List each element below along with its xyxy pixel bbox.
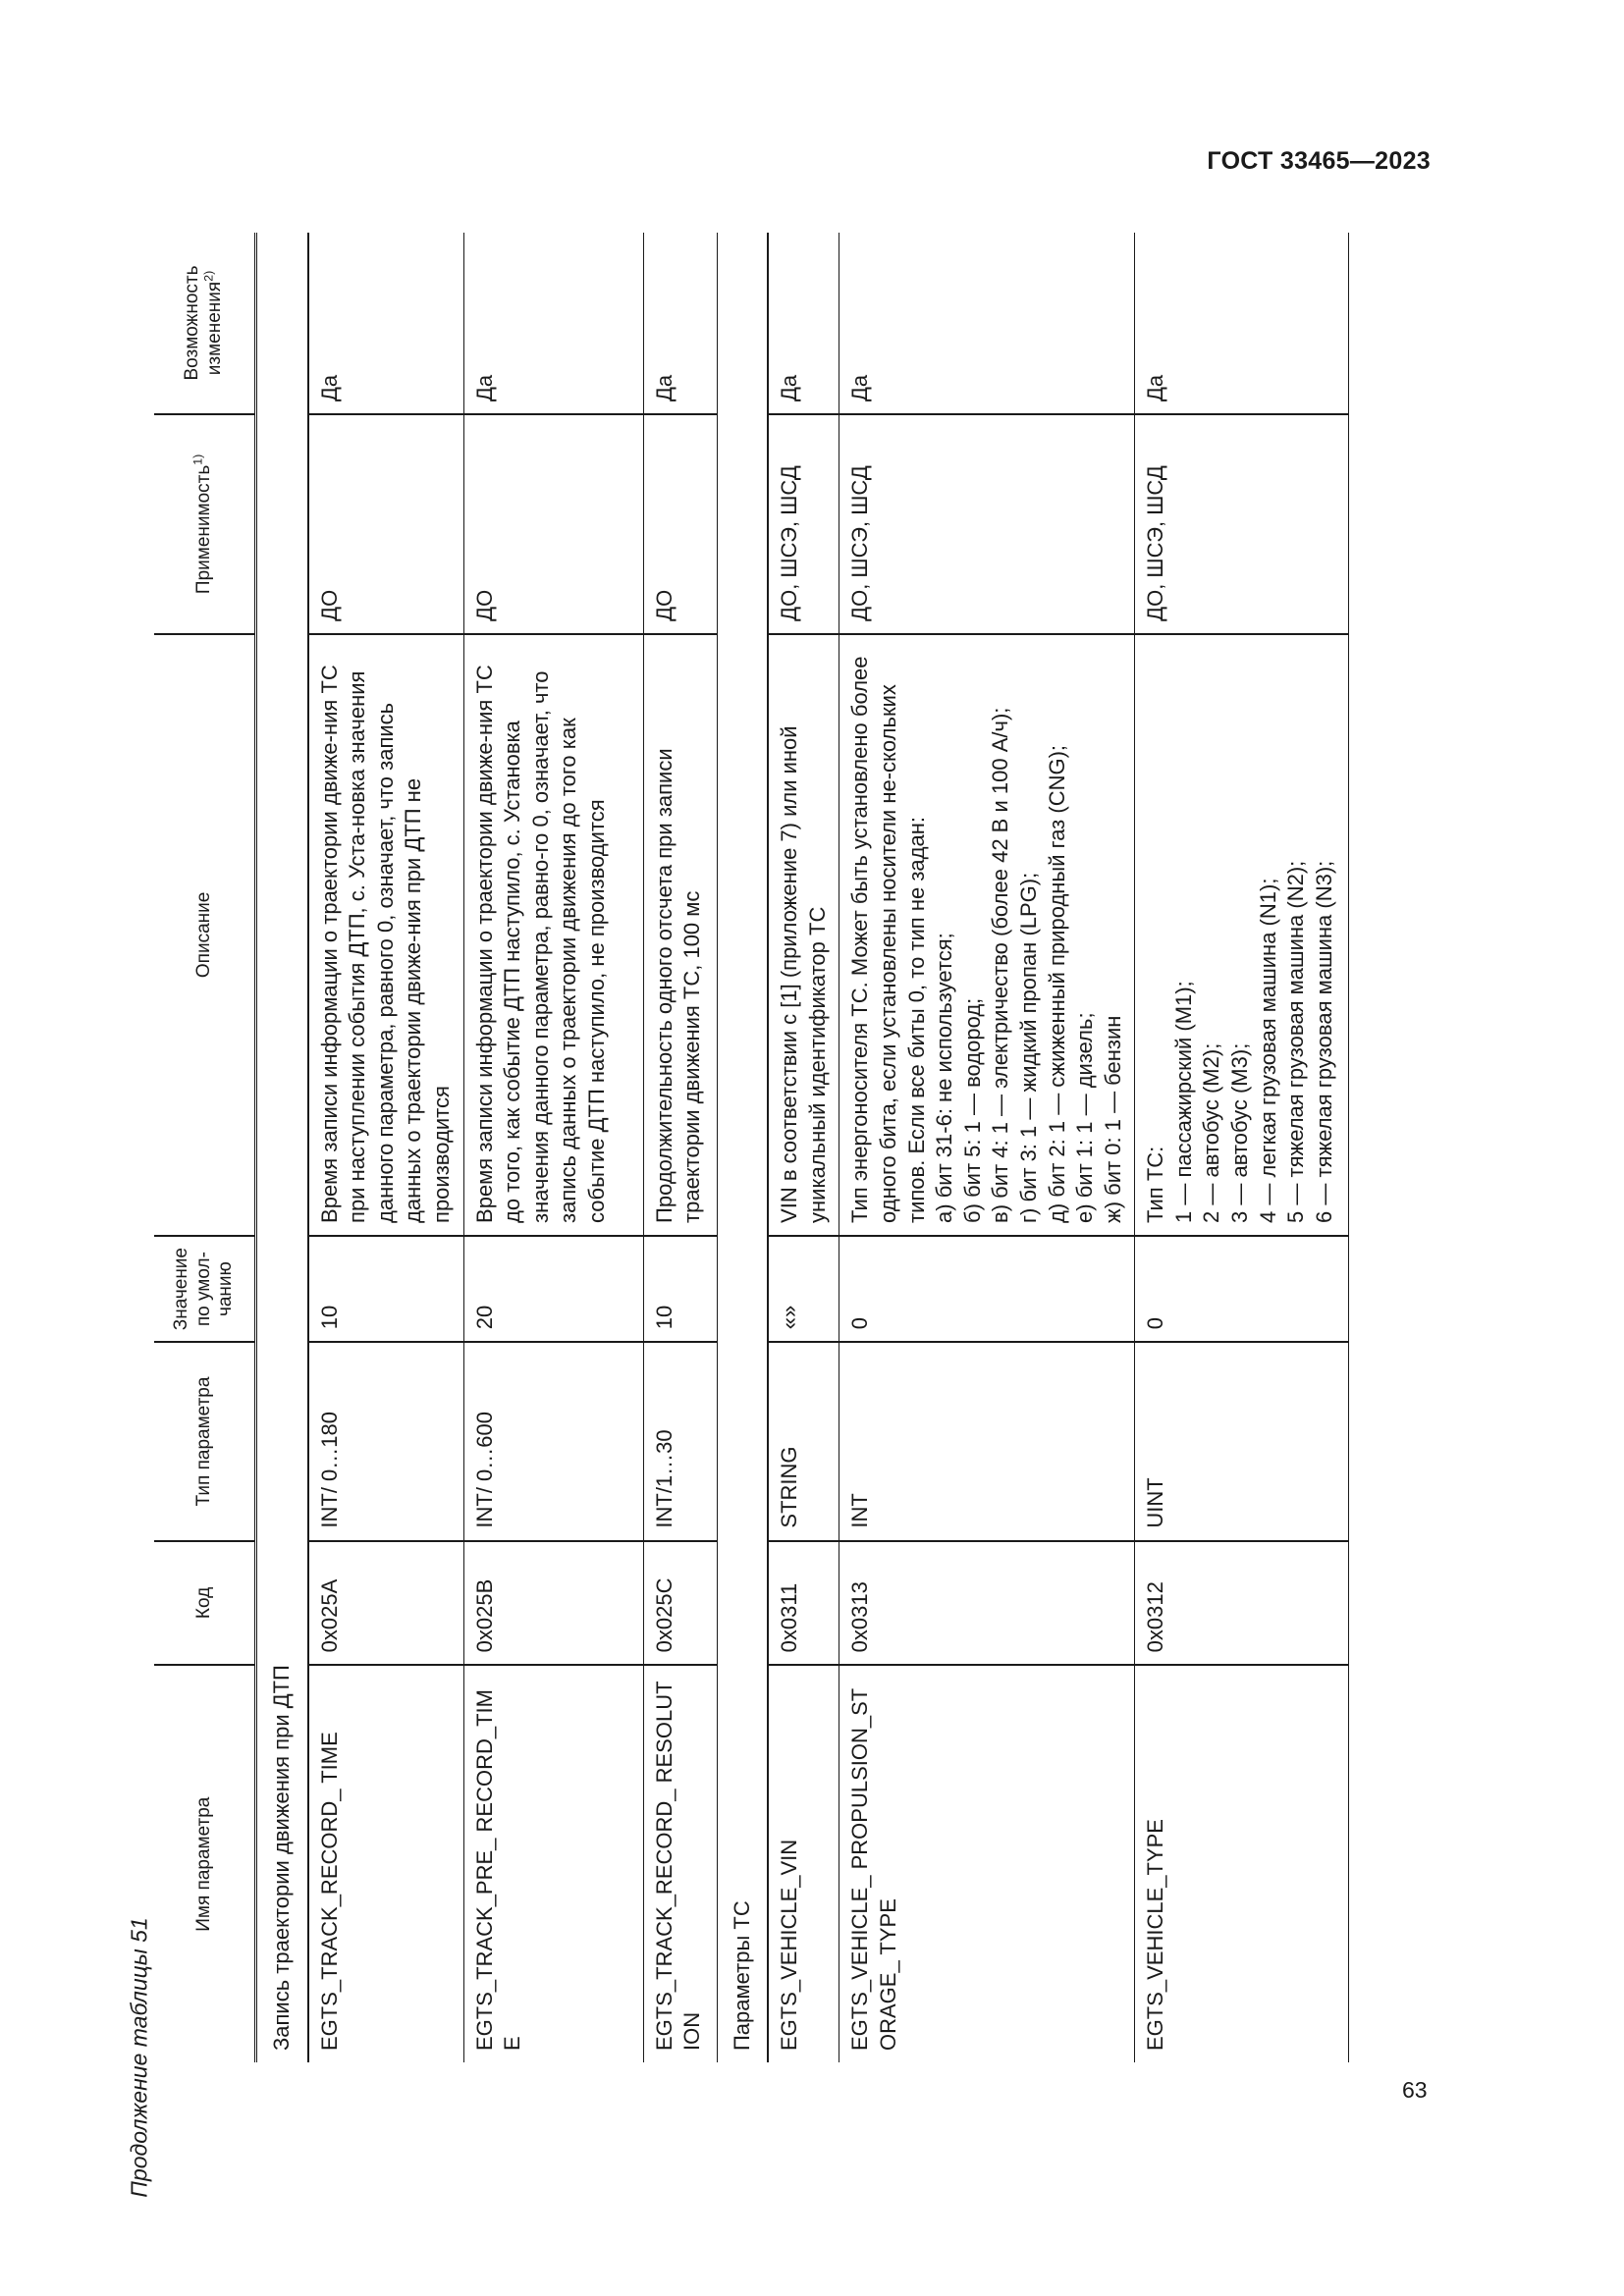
table-row <box>308 233 463 2062</box>
description-line: VIN в соответствии с [1] (приложение 7) или иной уникальный идентификатор ТС <box>777 725 830 1223</box>
param-applicability-cell: ДО <box>463 414 643 634</box>
description-line: е) бит 1: 1 — дизель; <box>1072 1012 1098 1223</box>
footnote-1-marker: 1) <box>190 454 205 465</box>
param-name-cell: EGTS_VEHICLE_TYPE <box>1135 1665 1349 2062</box>
param-name-cell: EGTS_VEHICLE_ PROPULSION_STORAGE_ TYPE <box>839 1665 1135 2062</box>
header-changeable <box>154 233 256 414</box>
param-name-cell: EGTS_TRACK_PRE_ RECORD_TIME <box>463 1665 643 2062</box>
param-applicability-cell: ДО, ШСЭ, ШСД <box>768 414 839 634</box>
header-name: Имя параметра <box>154 1665 256 2062</box>
param-name-cell: EGTS_TRACK_RECORD_ TIME <box>308 1665 463 2062</box>
group-row <box>717 233 768 2062</box>
param-applicability-cell: ДО <box>308 414 463 634</box>
param-type-cell: UINT <box>1135 1342 1349 1540</box>
description-line: 4 — легкая грузовая машина (N1); <box>1255 878 1280 1223</box>
footnote-2-marker: 2) <box>201 270 216 282</box>
header-code: Код <box>154 1541 256 1666</box>
param-changeable-cell: Да <box>308 233 463 414</box>
table-row <box>643 233 717 2062</box>
param-description-cell <box>839 634 1135 1236</box>
description-line: Продолжительность одного отсчета при записи траектории движения ТС, 100 мс <box>651 748 705 1223</box>
group-title: Параметры ТС <box>717 233 768 2062</box>
param-default-cell: 10 <box>643 1236 717 1342</box>
param-type-cell: INT/1…30 <box>643 1342 717 1540</box>
description-line: ж) бит 0: 1 — бензин <box>1100 1015 1125 1223</box>
param-code-cell: 0x025B <box>463 1541 643 1666</box>
param-type-cell: INT <box>839 1342 1135 1540</box>
table-row <box>768 233 839 2062</box>
param-applicability-cell: ДО <box>643 414 717 634</box>
description-line: б) бит 5: 1 — водород; <box>959 997 985 1223</box>
header-type: Тип параметра <box>154 1342 256 1540</box>
page-number: 63 <box>1402 2077 1428 2103</box>
param-name-cell: EGTS_TRACK_RECORD_ RESOLUTION <box>643 1665 717 2062</box>
table-row <box>839 233 1135 2062</box>
description-line: г) бит 3: 1 — жидкий пропан (LPG); <box>1015 872 1041 1223</box>
param-description-cell <box>768 634 839 1236</box>
description-line: Время записи информации о траектории движе-ния ТС до того, как событие ДТП наступило, с. Установка значения данного параметра, равно-го 0, означает, что запись данных о траектории движения до того как событие ДТП наступило, не производится <box>471 665 609 1223</box>
param-default-cell: 10 <box>308 1236 463 1342</box>
param-code-cell: 0x025A <box>308 1541 463 1666</box>
header-applicability-text: Применимость <box>192 464 214 595</box>
param-type-cell: INT/ 0…180 <box>308 1342 463 1540</box>
description-line: Тип энергоносителя ТС. Может быть установлено более одного бита, если установлены носители не-скольких типов. Если все биты 0, то тип не задан: <box>847 656 929 1223</box>
param-code-cell: 0x025C <box>643 1541 717 1666</box>
param-code-cell: 0x0313 <box>839 1541 1135 1666</box>
group-row <box>256 233 308 2062</box>
table-caption: Продолжение таблицы 51 <box>126 1917 152 2198</box>
parameters-table-rotated <box>154 233 1411 2062</box>
param-changeable-cell: Да <box>768 233 839 414</box>
param-description-cell <box>1135 634 1349 1236</box>
param-changeable-cell: Да <box>463 233 643 414</box>
param-default-cell: 0 <box>839 1236 1135 1342</box>
param-applicability-cell: ДО, ШСЭ, ШСД <box>1135 414 1349 634</box>
table-body <box>256 233 1349 2062</box>
header-applicability <box>154 414 256 634</box>
param-description-cell <box>308 634 463 1236</box>
param-code-cell: 0x0312 <box>1135 1541 1349 1666</box>
description-line: д) бит 2: 1 — сжиженный природный газ (CNG); <box>1044 744 1069 1223</box>
header-default: Значение по умол-чанию <box>154 1236 256 1342</box>
description-line: 1 — пассажирский (М1); <box>1170 981 1196 1223</box>
param-default-cell: 20 <box>463 1236 643 1342</box>
param-changeable-cell: Да <box>1135 233 1349 414</box>
description-line: Тип ТС: <box>1143 1146 1168 1223</box>
table-row <box>1135 233 1349 2062</box>
parameters-table <box>154 233 1349 2062</box>
param-default-cell: «» <box>768 1236 839 1342</box>
description-line: 3 — автобус (М3); <box>1227 1042 1253 1223</box>
param-changeable-cell: Да <box>643 233 717 414</box>
param-code-cell: 0x0311 <box>768 1541 839 1666</box>
table-header-row <box>154 233 256 2062</box>
param-description-cell <box>643 634 717 1236</box>
param-name-cell: EGTS_VEHICLE_VIN <box>768 1665 839 2062</box>
description-line: а) бит 31-6: не используется; <box>932 933 957 1223</box>
standard-code: ГОСТ 33465—2023 <box>1207 147 1431 175</box>
description-line: 6 — тяжелая грузовая машина (N3); <box>1311 860 1336 1223</box>
table-row <box>463 233 643 2062</box>
description-line: 2 — автобус (М2); <box>1199 1042 1224 1223</box>
param-type-cell: INT/ 0…600 <box>463 1342 643 1540</box>
param-default-cell: 0 <box>1135 1236 1349 1342</box>
description-line: в) бит 4: 1 — электричество (более 42 В и 100 А/ч); <box>988 707 1013 1223</box>
param-applicability-cell: ДО, ШСЭ, ШСД <box>839 414 1135 634</box>
header-description: Описание <box>154 634 256 1236</box>
description-line: Время записи информации о траектории движе-ния ТС при наступлении события ДТП, с. Уста-новка значения данного параметра, равного 0, означает, что запись данных о траектории движе-ния при ДТП не производится <box>316 665 454 1223</box>
description-line: 5 — тяжелая грузовая машина (N2); <box>1283 860 1309 1223</box>
param-changeable-cell: Да <box>839 233 1135 414</box>
group-title: Запись траектории движения при ДТП <box>256 233 308 2062</box>
param-type-cell: STRING <box>768 1342 839 1540</box>
header-changeable-text: Возможность изменения <box>182 265 225 381</box>
param-description-cell <box>463 634 643 1236</box>
